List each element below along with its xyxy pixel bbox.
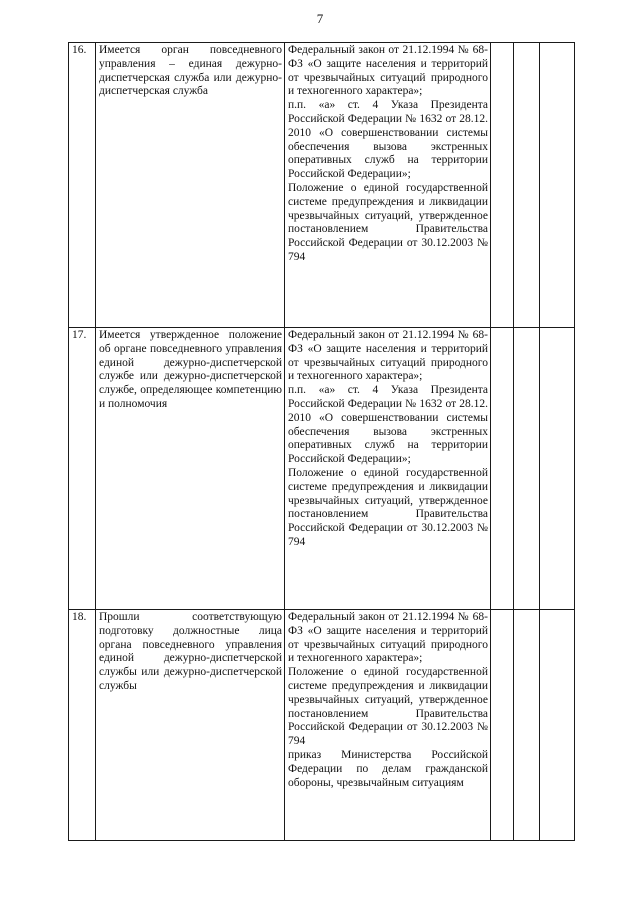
- requirement-text: Имеется орган повседневного управления – единая дежурно-диспетчерская служба или дежурно-диспетчерская служба: [96, 43, 285, 328]
- answer-na-cell: [540, 328, 575, 610]
- answer-na-cell: [540, 43, 575, 328]
- legal-basis-cell: [285, 328, 491, 610]
- answer-yes-cell: [491, 43, 514, 328]
- legal-basis-item: п.п. «а» ст. 4 Указа Президента Российской Федерации № 1632 от 28.12. 2010 «О совершенствовании системы обеспечения вызова экстренных оперативных служб на территории Российской Федерации»;: [288, 99, 488, 181]
- legal-basis-cell: [285, 610, 491, 841]
- legal-basis-item: Положение о единой государственной системе предупреждения и ликвидации чрезвычайных ситуаций, утвержденное постановлением Правительства Российской Федерации от 30.12.2003 № 794: [288, 181, 488, 263]
- row-number: 17.: [69, 328, 96, 610]
- legal-basis-item: Федеральный закон от 21.12.1994 № 68-ФЗ «О защите населения и территорий от чрезвычайных ситуаций природного и техногенного характера»;: [288, 44, 488, 98]
- page-number: 7: [316, 11, 324, 26]
- answer-no-cell: [514, 328, 540, 610]
- legal-basis-item: Положение о единой государственной системе предупреждения и ликвидации чрезвычайных ситуаций, утвержденное постановлением Правительства Российской Федерации от 30.12.2003 № 794: [288, 466, 488, 548]
- table-row: [69, 328, 575, 610]
- row-number: 18.: [69, 610, 96, 841]
- answer-yes-cell: [491, 328, 514, 610]
- legal-basis-item: Федеральный закон от 21.12.1994 № 68-ФЗ «О защите населения и территорий от чрезвычайных ситуаций природного и техногенного характера»;: [288, 611, 488, 665]
- answer-na-cell: [540, 610, 575, 841]
- requirement-text: Имеется утвержденное положение об органе повседневного управления единой дежурно-диспетчерской службе или дежурно-диспетчерской службе, определяющее компетенцию и полномочия: [96, 328, 285, 610]
- checklist-table: [68, 42, 575, 841]
- answer-yes-cell: [491, 610, 514, 841]
- table-row: [69, 43, 575, 328]
- legal-basis-item: Положение о единой государственной системе предупреждения и ликвидации чрезвычайных ситуаций, утвержденное постановлением Правительства Российской Федерации от 30.12.2003 № 794: [288, 666, 488, 748]
- answer-no-cell: [514, 43, 540, 328]
- answer-no-cell: [514, 610, 540, 841]
- legal-basis-item: п.п. «а» ст. 4 Указа Президента Российской Федерации № 1632 от 28.12. 2010 «О совершенствовании системы обеспечения вызова экстренных оперативных служб на территории Российской Федерации»;: [288, 384, 488, 466]
- legal-basis-item: приказ Министерства Российской Федерации по делам гражданской обороны, чрезвычайным ситуациям: [288, 748, 488, 789]
- legal-basis-cell: [285, 43, 491, 328]
- row-number: 16.: [69, 43, 96, 328]
- table-row: [69, 610, 575, 841]
- legal-basis-item: Федеральный закон от 21.12.1994 № 68-ФЗ «О защите населения и территорий от чрезвычайных ситуаций природного и техногенного характера»;: [288, 329, 488, 383]
- requirement-text: Прошли соответствующую подготовку должностные лица органа повседневного управления единой дежурно-диспетчерской службы или дежурно-диспетчерской службы: [96, 610, 285, 841]
